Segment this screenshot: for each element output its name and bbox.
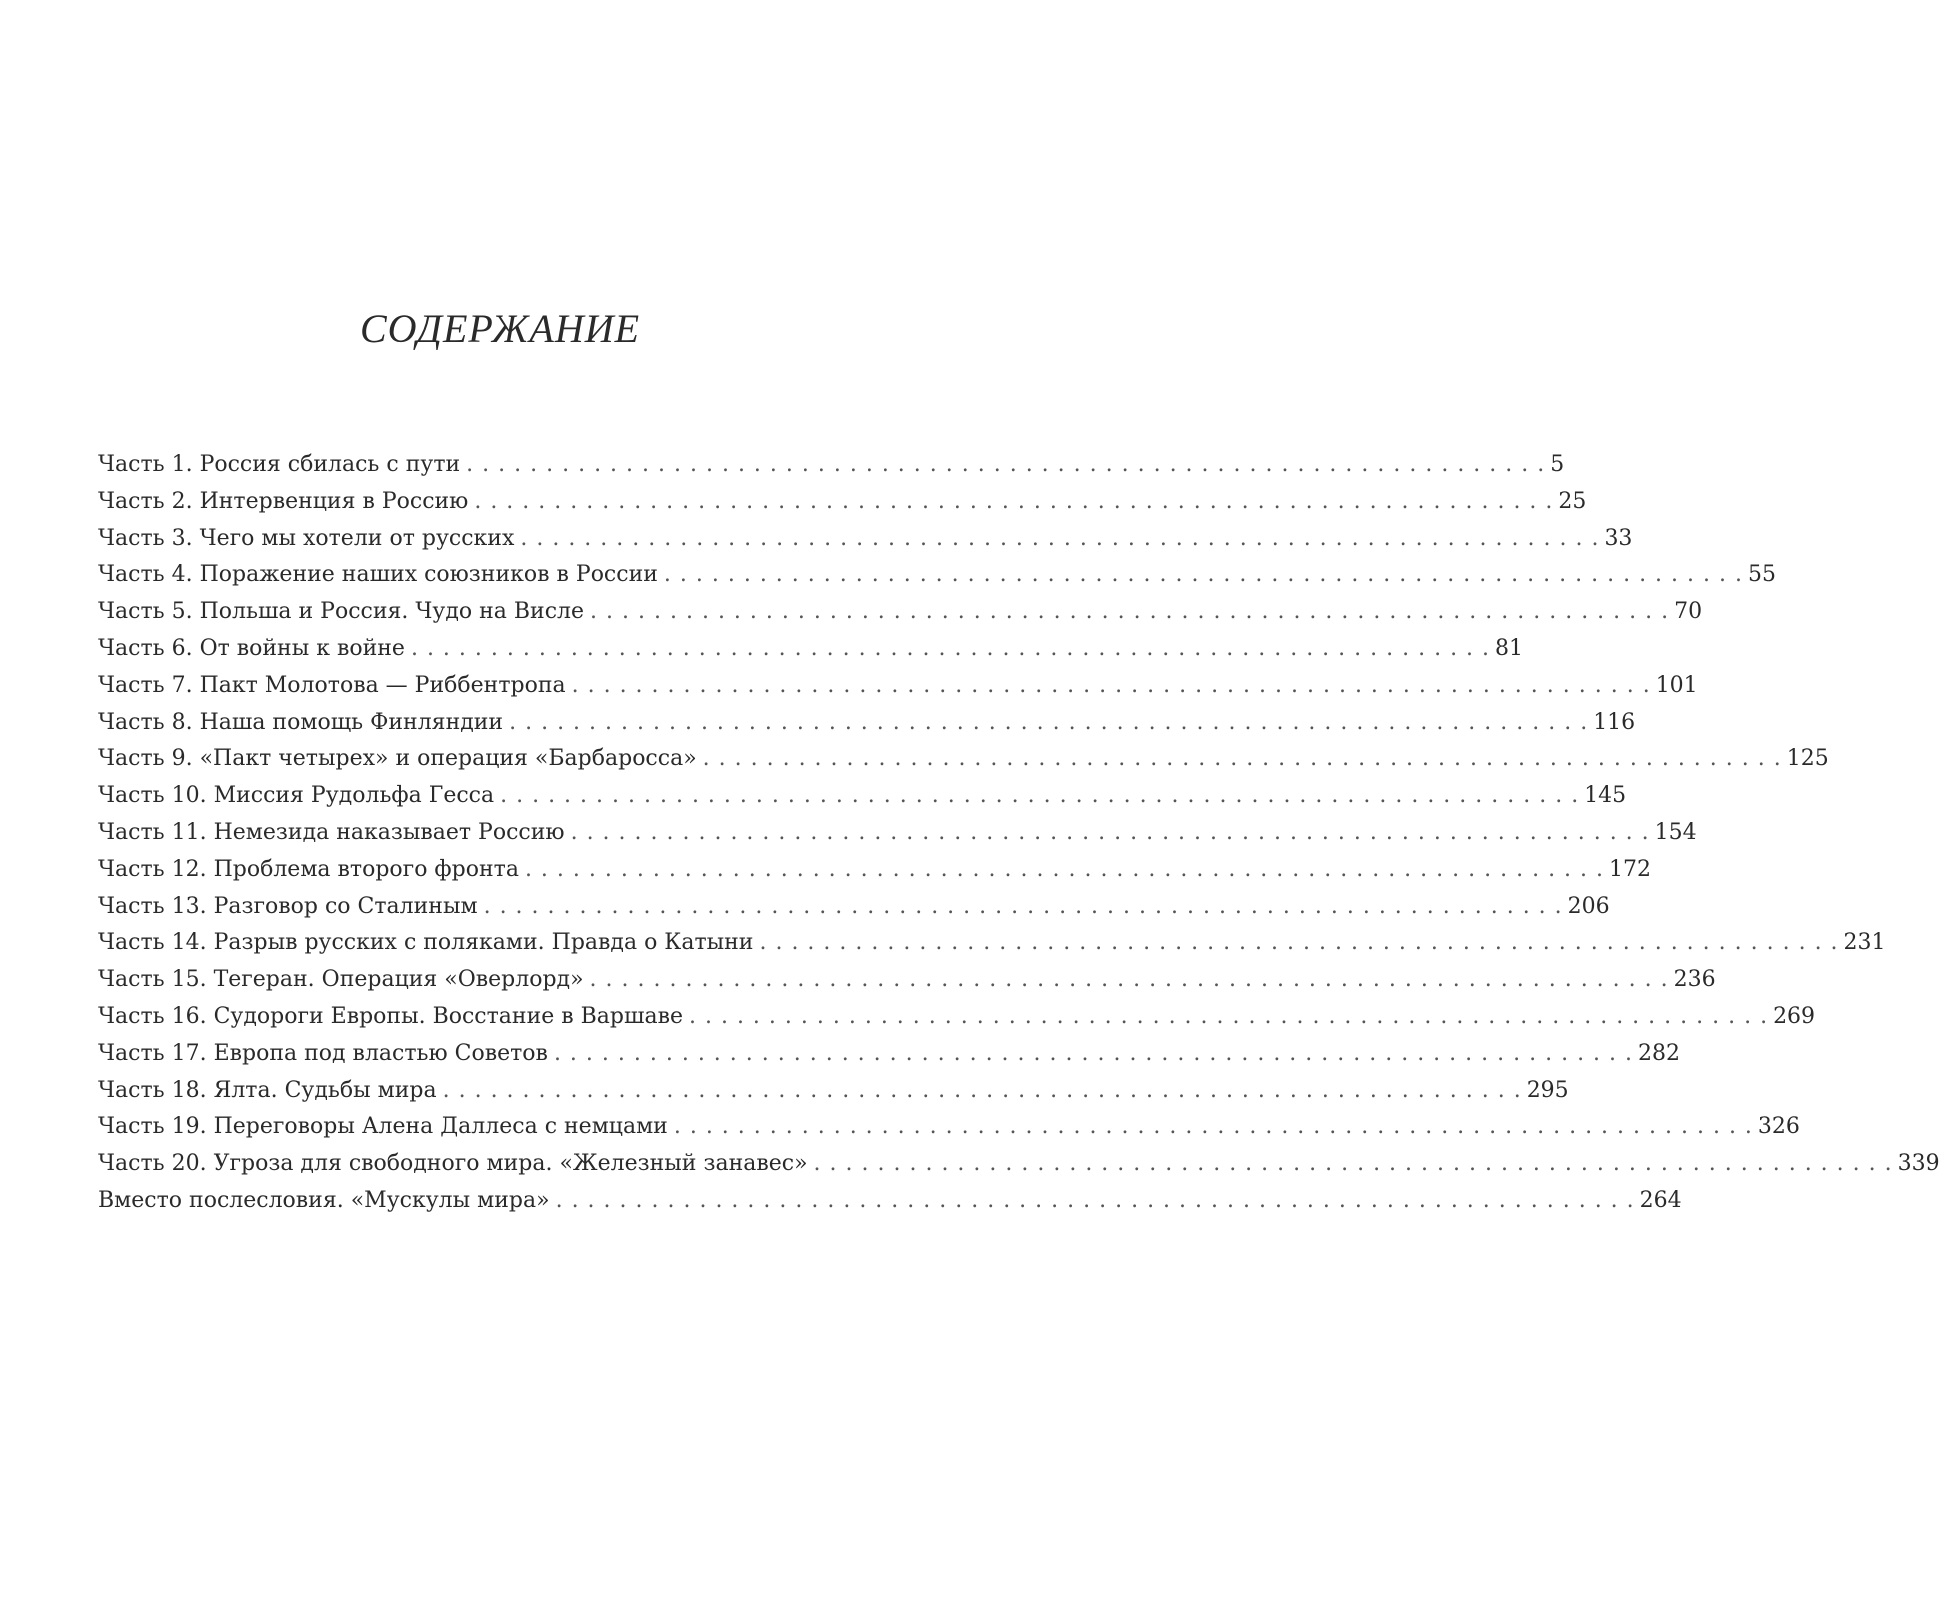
dot-leader: [572, 668, 1650, 705]
dot-leader: [556, 1183, 1634, 1220]
toc-entry-page: 25: [1558, 488, 1587, 514]
toc-entry-label: Часть 5. Польша и Россия. Чудо на Висле: [98, 599, 585, 625]
dot-leader: [509, 705, 1587, 742]
toc-entry-page: 295: [1526, 1077, 1569, 1103]
toc-entry: [98, 889, 1610, 926]
toc-entry-page: 5: [1550, 452, 1565, 477]
dot-leader: [411, 631, 1489, 668]
toc-entry-page: 339: [1897, 1151, 1940, 1177]
toc-entry-label: Часть 15. Тегеран. Операция «Оверлорд»: [98, 967, 584, 993]
toc-entry-page: 116: [1593, 709, 1636, 735]
toc-entry-page: 282: [1638, 1040, 1681, 1066]
toc-entry: [98, 557, 1776, 594]
dot-leader: [590, 594, 1668, 631]
toc-entry: [98, 1183, 1682, 1220]
dot-leader: [554, 1036, 1632, 1073]
toc-entry: [98, 925, 1886, 962]
toc-entry-label: Часть 20. Угроза для свободного мира. «Железный занавес»: [98, 1151, 808, 1177]
dot-leader: [674, 1109, 1752, 1146]
dot-leader: [525, 852, 1603, 889]
toc-entry: [98, 668, 1698, 705]
dot-leader: [571, 815, 1649, 852]
toc-entry-label: Часть 4. Поражение наших союзников в России: [98, 562, 658, 588]
toc-entry-label: Часть 6. От войны к войне: [98, 635, 405, 661]
toc-entry-label: Часть 18. Ялта. Судьбы мира: [98, 1077, 437, 1103]
dot-leader: [474, 484, 1552, 521]
toc-entry: [98, 705, 1636, 742]
toc-entry-label: Часть 10. Миссия Рудольфа Гесса: [98, 783, 495, 809]
toc-entry-label: Часть 16. Судороги Европы. Восстание в Варшаве: [98, 1003, 683, 1029]
toc-entry-page: 269: [1773, 1003, 1816, 1029]
dot-leader: [814, 1146, 1892, 1183]
toc-entry-page: 236: [1673, 967, 1716, 993]
dot-leader: [590, 962, 1668, 999]
toc-entry: [98, 1036, 1681, 1073]
toc-entry-label: Часть 9. «Пакт четырех» и операция «Барбаросса»: [98, 746, 697, 772]
dot-leader: [500, 778, 1578, 815]
dot-leader: [443, 1073, 1521, 1110]
toc-entry-page: 206: [1567, 893, 1610, 919]
table-of-contents: [98, 447, 1940, 1220]
toc-entry: [98, 741, 1829, 778]
toc-entry: [98, 815, 1697, 852]
toc-entry: [98, 521, 1633, 558]
toc-entry: [98, 962, 1716, 999]
toc-entry: [98, 778, 1627, 815]
toc-entry-page: 154: [1654, 819, 1697, 845]
toc-entry: [98, 1073, 1569, 1110]
toc-entry: [98, 1109, 1800, 1146]
toc-entry-page: 326: [1757, 1114, 1800, 1140]
toc-entry: [98, 594, 1703, 631]
toc-entry: [98, 999, 1816, 1036]
toc-entry-label: Часть 13. Разговор со Сталиным: [98, 893, 478, 919]
page-title: СОДЕРЖАНИЕ: [359, 306, 641, 351]
toc-entry-label: Часть 8. Наша помощь Финляндии: [98, 709, 504, 735]
dot-leader: [703, 741, 1781, 778]
toc-entry-page: 125: [1786, 746, 1829, 772]
toc-entry: [98, 484, 1587, 521]
toc-entry-label: Часть 19. Переговоры Алена Даллеса с немцами: [98, 1114, 668, 1140]
dot-leader: [484, 889, 1562, 926]
toc-entry-page: 101: [1655, 672, 1698, 698]
toc-entry-label: Часть 1. Россия сбилась с пути: [98, 452, 461, 477]
toc-entry: [98, 631, 1524, 668]
dot-leader: [466, 447, 1544, 484]
toc-entry-label: Часть 2. Интервенция в Россию: [98, 488, 469, 514]
toc-entry-page: 81: [1495, 635, 1524, 661]
toc-entry: [98, 852, 1652, 889]
toc-entry-label: Часть 7. Пакт Молотова — Риббентропа: [98, 672, 566, 698]
toc-entry-label: Вместо послесловия. «Мускулы мира»: [98, 1187, 550, 1213]
toc-entry-page: 55: [1747, 562, 1776, 588]
toc-entry-page: 33: [1604, 525, 1633, 551]
toc-entry-label: Часть 14. Разрыв русских с поляками. Правда о Катыни: [98, 930, 754, 956]
toc-entry-label: Часть 3. Чего мы хотели от русских: [98, 525, 515, 551]
toc-entry-page: 264: [1639, 1187, 1682, 1213]
toc-entry-label: Часть 12. Проблема второго фронта: [98, 856, 519, 882]
dot-leader: [664, 557, 1742, 594]
toc-entry-page: 172: [1609, 856, 1652, 882]
toc-entry-label: Часть 11. Немезида наказывает Россию: [98, 819, 565, 845]
toc-entry-page: 70: [1674, 599, 1703, 625]
dot-leader: [520, 521, 1598, 558]
dot-leader: [759, 925, 1837, 962]
toc-entry-page: 231: [1843, 930, 1886, 956]
dot-leader: [689, 999, 1767, 1036]
toc-entry-page: 145: [1584, 783, 1627, 809]
toc-entry-label: Часть 17. Европа под властью Советов: [98, 1040, 548, 1066]
toc-entry: [98, 1146, 1940, 1183]
toc-entry: [98, 447, 1565, 484]
